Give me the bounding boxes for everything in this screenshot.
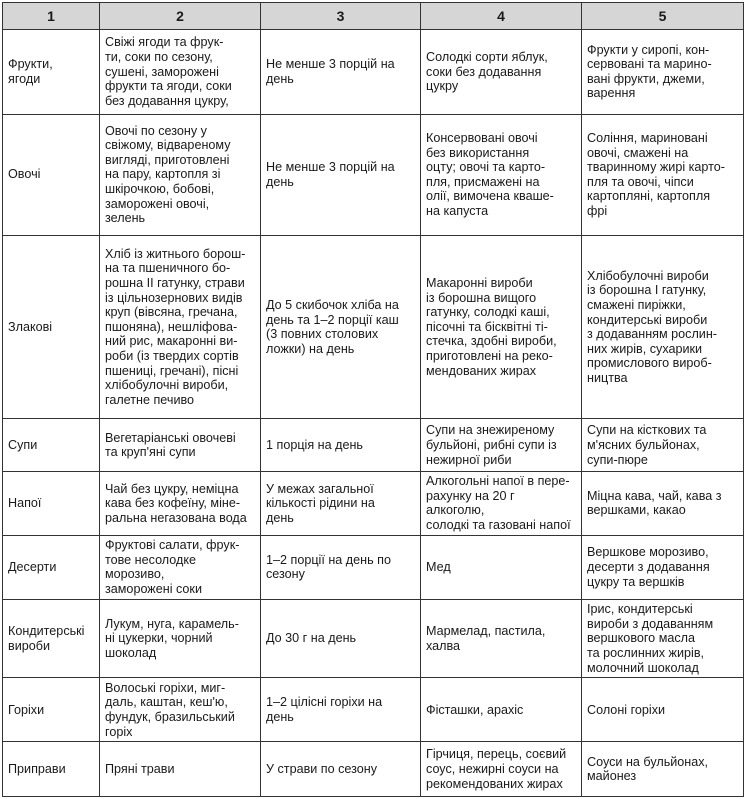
table-cell: Соління, мариновані овочі, смажені на тваринному жирі карто- пля та овочі, чіпси картопляні, картопля фрі [582, 114, 744, 235]
table-cell: Волоські горіхи, миг- даль, каштан, кеш'ю, фундук, бразильський горіх [100, 678, 261, 742]
header-col-1: 1 [3, 3, 100, 30]
row-category-cell: Фрукти, ягоди [3, 30, 100, 115]
table-cell: Фісташки, арахіс [421, 678, 582, 742]
table-cell: До 30 г на день [261, 599, 421, 678]
row-category-cell: Кондитерські вироби [3, 599, 100, 678]
table-cell: Овочі по сезону у свіжому, відвареному вигляді, приготовлені на пару, картопля зі шкірочкою, бобові, заморожені овочі, зелень [100, 114, 261, 235]
nutrition-table [2, 2, 744, 797]
header-col-2: 2 [100, 3, 261, 30]
row-category-cell: Приправи [3, 742, 100, 797]
table-body [3, 30, 744, 797]
table-cell: Мед [421, 535, 582, 599]
table-cell: Алкогольні напої в пере- рахунку на 20 г алкоголю, солодкі та газовані напої [421, 471, 582, 535]
table-row [3, 419, 744, 471]
table-cell: Фрукти у сиропі, кон- сервовані та марино- вані фрукти, джеми, варення [582, 30, 744, 115]
table-row [3, 235, 744, 419]
table-row [3, 678, 744, 742]
table-cell: Пряні трави [100, 742, 261, 797]
table-row [3, 599, 744, 678]
table-cell: Супи на кісткових та м'ясних бульйонах, супи-пюре [582, 419, 744, 471]
header-col-5: 5 [582, 3, 744, 30]
table-cell: Вершкове морозиво, десерти з додавання цукру та вершків [582, 535, 744, 599]
table-row [3, 535, 744, 599]
row-category-cell: Овочі [3, 114, 100, 235]
row-category-cell: Горіхи [3, 678, 100, 742]
table-cell: Супи на знежиреному бульйоні, рибні супи із нежирної риби [421, 419, 582, 471]
table-cell: Солодкі сорти яблук, соки без додавання цукру [421, 30, 582, 115]
table-cell: 1 порція на день [261, 419, 421, 471]
header-col-4: 4 [421, 3, 582, 30]
row-category-cell: Злакові [3, 235, 100, 419]
table-row [3, 114, 744, 235]
header-col-3: 3 [261, 3, 421, 30]
table-cell: 1–2 порції на день по сезону [261, 535, 421, 599]
table-cell: Не менше 3 порцій на день [261, 114, 421, 235]
table-cell: Гірчиця, перець, соєвий соус, нежирні соуси на рекомендованих жирах [421, 742, 582, 797]
table-cell: У страви по сезону [261, 742, 421, 797]
table-cell: Іриc, кондитерські вироби з додаванням вершкового масла та рослинних жирів, молочний шоколад [582, 599, 744, 678]
table-cell: Соуси на бульйонах, майонез [582, 742, 744, 797]
row-category-cell: Десерти [3, 535, 100, 599]
table-cell: Солоні горіхи [582, 678, 744, 742]
row-category-cell: Напої [3, 471, 100, 535]
table-cell: У межах загальної кількості рідини на день [261, 471, 421, 535]
table-cell: Консервовані овочі без використання оцту; овочі та карто- пля, присмажені на олії, вимочена кваше- на капуста [421, 114, 582, 235]
table-cell: 1–2 цілісні горіхи на день [261, 678, 421, 742]
table-row [3, 742, 744, 797]
table-cell: Не менше 3 порцій на день [261, 30, 421, 115]
table-cell: Макаронні вироби із борошна вищого гатунку, солодкі каші, пісочні та бісквітні ті- стечка, здобні вироби, приготовлені на реко- мендованих жирах [421, 235, 582, 419]
table-cell: Лукум, нуга, карамель- ні цукерки, чорний шоколад [100, 599, 261, 678]
table-cell: Вегетаріанські овочеві та круп'яні супи [100, 419, 261, 471]
header-row [3, 3, 744, 30]
table-row [3, 30, 744, 115]
table-cell: Свіжі ягоди та фрук- ти, соки по сезону, сушені, заморожені фрукти та ягоди, соки без додавання цукру, [100, 30, 261, 115]
table-cell: Чай без цукру, неміцна кава без кофеїну, міне- ральна негазована вода [100, 471, 261, 535]
table-cell: Хлібобулочні вироби із борошна І гатунку, смажені пиріжки, кондитерські вироби з додаванням рослин- них жирів, сухарики промислового вироб- ництва [582, 235, 744, 419]
table-cell: До 5 скибочок хліба на день та 1–2 порції каш (3 повних столових ложки) на день [261, 235, 421, 419]
table-cell: Хліб із житнього борош- на та пшеничного бо- рошна ІІ гатунку, страви із цільнозернових видів круп (вівсяна, гречана, пшонянa), нешліфова- ний рис, макаронні ви- роби (із твердих сортів пшениці, гречані), пісні хлібобулочні вироби, галетне печиво [100, 235, 261, 419]
table-cell: Фруктові салати, фрук- тове несолодке морозиво, заморожені соки [100, 535, 261, 599]
row-category-cell: Супи [3, 419, 100, 471]
table-row [3, 471, 744, 535]
table-cell: Мармелад, пастила, халва [421, 599, 582, 678]
table-cell: Міцна кава, чай, кава з вершками, какао [582, 471, 744, 535]
